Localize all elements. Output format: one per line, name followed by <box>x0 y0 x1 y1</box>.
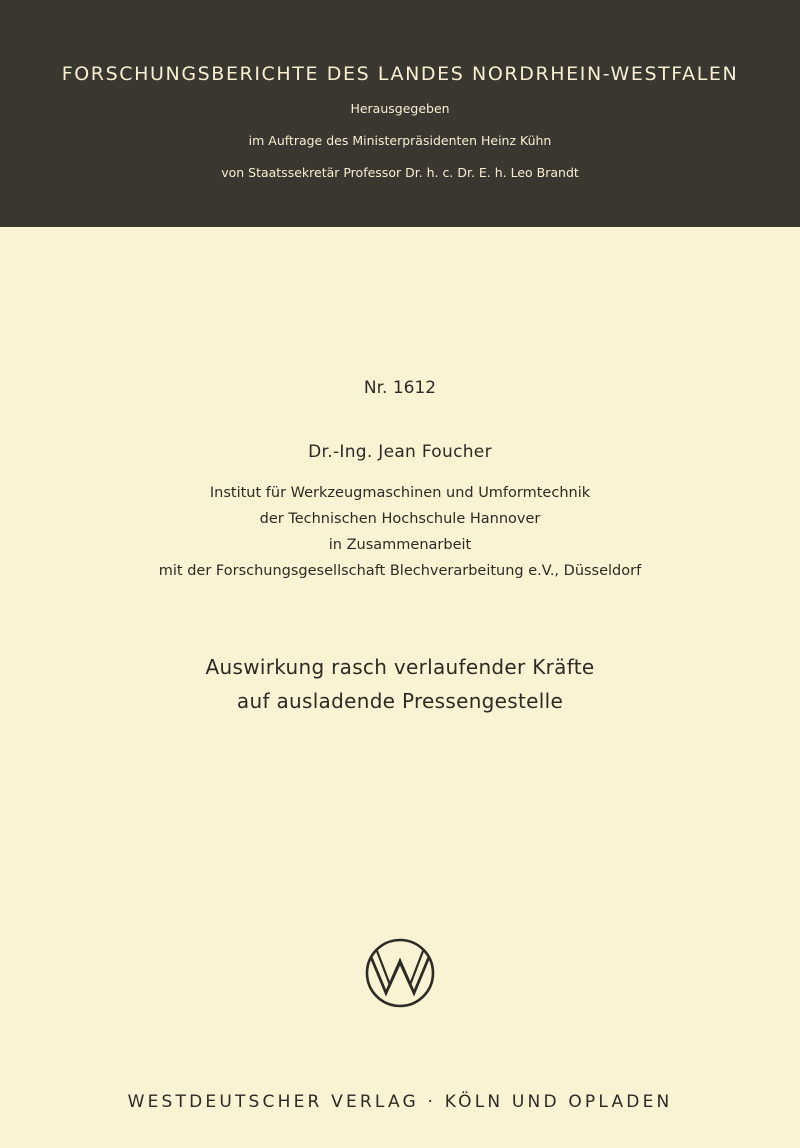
report-number: Nr. 1612 <box>363 378 437 398</box>
series-title: FORSCHUNGSBERICHTE DES LANDES NORDRHEIN-WESTFALEN <box>61 63 739 85</box>
affiliation-line: der Technischen Hochschule Hannover <box>259 511 541 527</box>
affiliation-line: mit der Forschungsgesellschaft Blechverarbeitung e.V., Düsseldorf <box>158 563 642 579</box>
publisher-imprint: WESTDEUTSCHER VERLAG · KÖLN UND OPLADEN <box>127 1092 673 1112</box>
book-title-line: Auswirkung rasch verlaufender Kräfte <box>205 655 595 679</box>
publisher-logo-icon <box>364 937 436 1009</box>
editor-commission: im Auftrage des Ministerpräsidenten Heinz Kühn <box>248 133 552 148</box>
book-title-line: auf ausladende Pressengestelle <box>236 689 564 713</box>
affiliation-line: Institut für Werkzeugmaschinen und Umformtechnik <box>209 485 591 501</box>
editor-label: Herausgegeben <box>350 101 450 116</box>
editor-name: von Staatssekretär Professor Dr. h. c. Dr. E. h. Leo Brandt <box>221 165 579 180</box>
series-header <box>0 0 800 227</box>
affiliation-line: in Zusammenarbeit <box>328 537 472 553</box>
author-name: Dr.-Ing. Jean Foucher <box>308 442 492 462</box>
